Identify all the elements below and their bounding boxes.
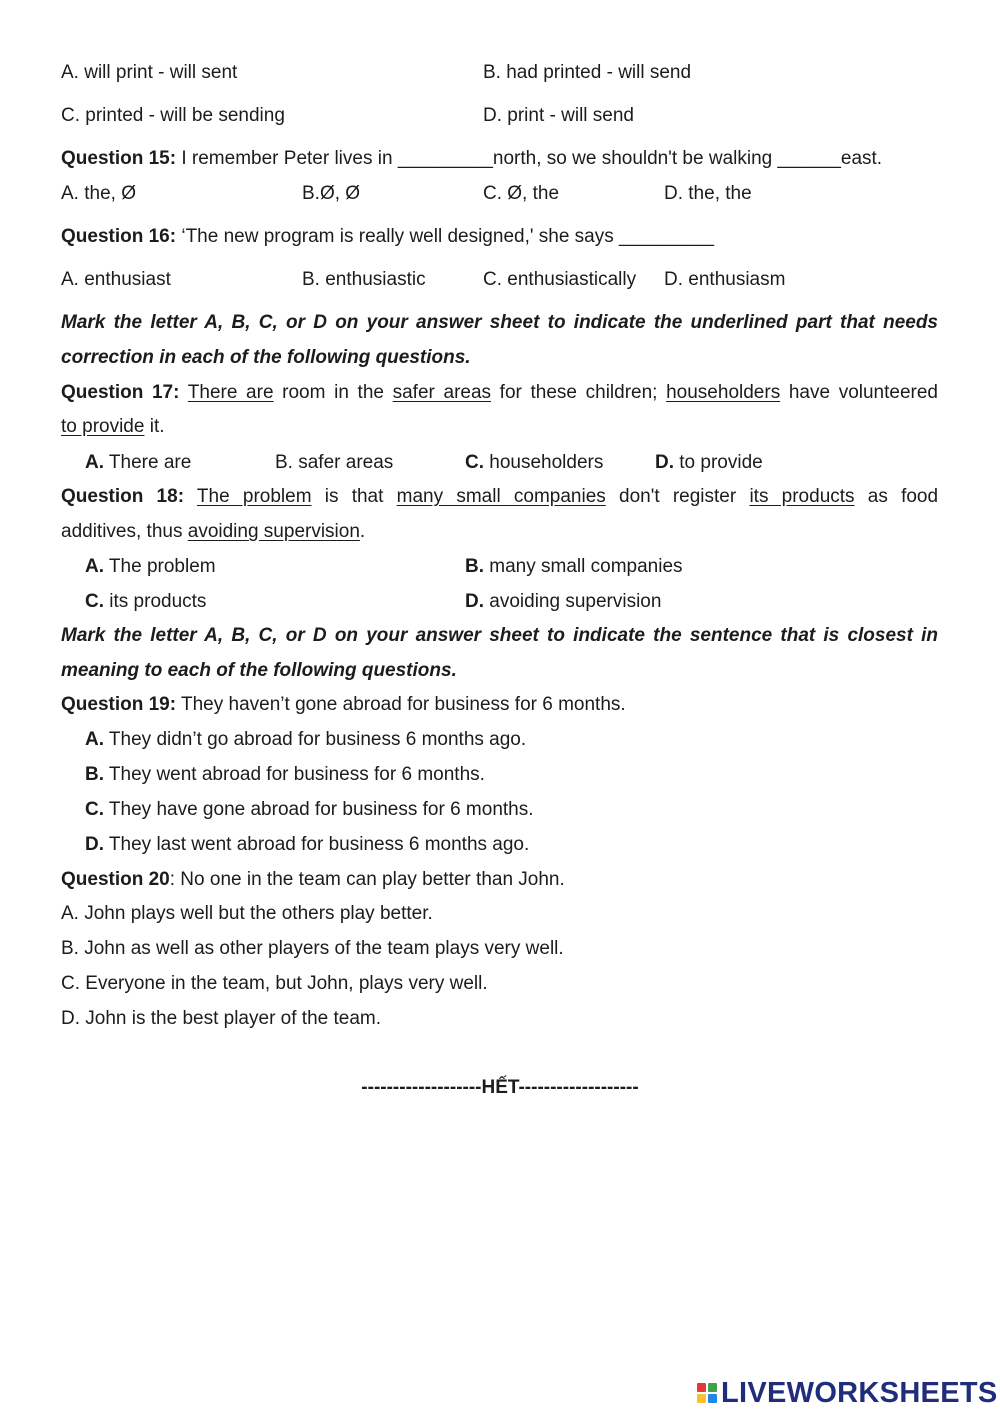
q15-stem-text: I remember Peter lives in _________north, so we shouldn't be walking ______east. [176,148,883,169]
q16-label: Question 16: [61,226,177,247]
option-letter: D. [465,591,484,612]
option-text: There are [104,452,192,473]
q15-option-c: C. Ø, the [483,183,560,204]
option-text: They last went abroad for business 6 months ago. [104,834,530,855]
option-text: The problem [104,556,216,577]
logo-square-blue [708,1394,717,1403]
q14-option-a: A. will print - will sent [61,62,238,83]
q20-option-a: A. John plays well but the others play better. [61,903,433,924]
q17-option-c [465,451,603,475]
q16-option-b: B. enthusiastic [302,269,426,290]
q17-text: have volunteered [780,382,939,403]
q14-option-d: D. print - will send [483,105,634,126]
logo-square-yellow [697,1394,706,1403]
option-text: avoiding supervision [484,591,662,612]
instruction-correction-line2: correction in each of the following questions. [61,347,471,368]
q16-stem [61,225,714,249]
option-letter: A. [85,452,104,473]
q15-stem [61,147,882,171]
logo-mark-icon [697,1383,717,1403]
logo-text: LIVEWORKSHEETS [721,1377,998,1409]
q17-text: room in the [273,382,393,403]
q15-option-a: A. the, Ø [61,183,136,204]
q14-option-b: B. had printed - will send [483,62,692,83]
option-text: They didn’t go abroad for business 6 months ago. [104,729,527,750]
option-letter: B. [85,764,104,785]
instruction-meaning-line1: Mark the letter A, B, C, or D on your answer sheet to indicate the sentence that is closest in [61,625,938,646]
q17-stem-line1 [61,381,938,405]
end-marker: -------------------HẾT------------------- [361,1077,639,1098]
q17-text: it. [144,416,165,437]
option-text: its products [104,591,207,612]
logo-square-red [697,1383,706,1392]
liveworksheets-logo [697,1378,998,1408]
option-letter: C. [85,799,104,820]
q17-underline-c: householders [666,382,781,403]
option-letter: B. [465,556,484,577]
q20-label: Question 20 [61,869,170,890]
q18-text: is that [324,486,384,507]
q16-option-c: C. enthusiastically [483,269,637,290]
q18-stem-line1 [61,485,938,509]
q18-option-d [465,590,661,614]
q20-option-d: D. John is the best player of the team. [61,1008,382,1029]
q19-stem-text: They haven’t gone abroad for business for 6 months. [176,694,626,715]
q20-option-c: C. Everyone in the team, but John, plays very well. [61,973,488,994]
q20-stem-text: : No one in the team can play better than John. [169,869,565,890]
option-text: They have gone abroad for business for 6 months. [104,799,534,820]
option-letter: D. [655,452,674,473]
option-text: They went abroad for business for 6 months. [104,764,485,785]
q18-underline-d: avoiding supervision [187,521,360,542]
q19-option-a [85,728,526,752]
option-letter: A. [85,556,104,577]
q15-label: Question 15: [61,148,177,169]
q18-underline-c: its products [749,486,855,507]
q17-option-a [85,451,191,475]
option-letter: C. [85,591,104,612]
q18-text: as food [867,486,939,507]
q18-option-a [85,555,216,579]
q17-label: Question 17: [61,382,180,403]
q18-label: Question 18: [61,486,185,507]
option-text: to provide [674,452,763,473]
q19-option-d [85,833,529,857]
q17-stem-line2 [61,415,165,439]
q17-option-b: B. safer areas [275,452,394,473]
instruction-correction-line1: Mark the letter A, B, C, or D on your answer sheet to indicate the underlined part that needs [61,312,938,333]
q17-option-d [655,451,763,475]
q18-text: additives, thus [61,521,188,542]
option-text: many small companies [484,556,683,577]
q17-underline-a: There are [187,382,274,403]
q17-text: for these children; [491,382,667,403]
q17-underline-b: safer areas [392,382,492,403]
q18-text: don't register [619,486,737,507]
q19-option-c [85,798,534,822]
q18-stem-line2 [61,520,365,544]
q17-underline-d: to provide [61,416,145,437]
q20-stem [61,868,565,892]
q19-option-b [85,763,485,787]
q19-stem [61,693,626,717]
q16-option-d: D. enthusiasm [664,269,786,290]
q18-underline-b: many small companies [396,486,606,507]
option-letter: D. [85,834,104,855]
instruction-meaning-line2: meaning to each of the following questions. [61,660,457,681]
q16-option-a: A. enthusiast [61,269,171,290]
q18-text: . [359,521,366,542]
q14-option-c: C. printed - will be sending [61,105,285,126]
q16-stem-text: ‘The new program is really well designed,' she says _________ [176,226,715,247]
q15-option-d: D. the, the [664,183,752,204]
q19-label: Question 19: [61,694,177,715]
option-text: householders [484,452,604,473]
q15-option-b: B.Ø, Ø [302,183,361,204]
q18-option-c [85,590,206,614]
option-letter: A. [85,729,104,750]
logo-square-green [708,1383,717,1392]
q18-underline-a: The problem [196,486,312,507]
q20-option-b: B. John as well as other players of the team plays very well. [61,938,564,959]
option-letter: C. [465,452,484,473]
q18-option-b [465,555,683,579]
